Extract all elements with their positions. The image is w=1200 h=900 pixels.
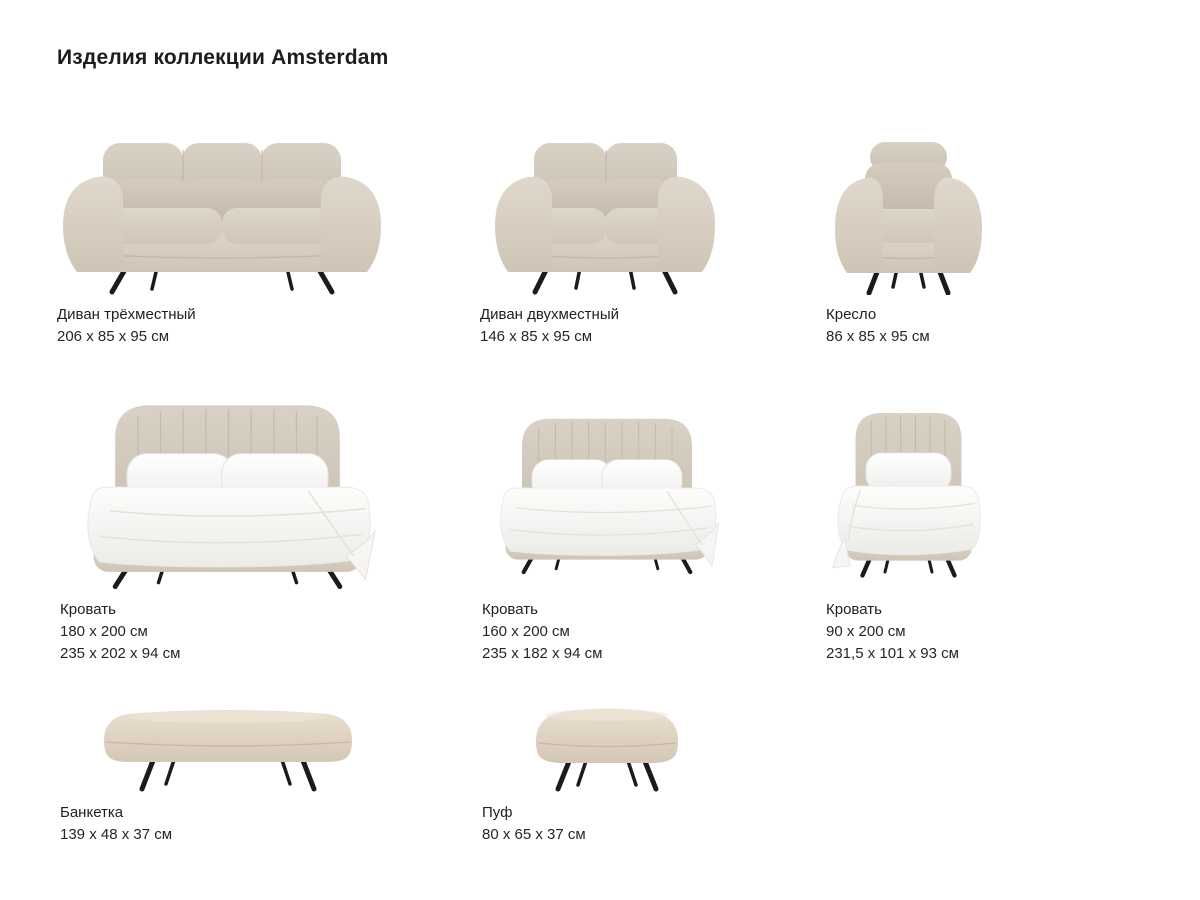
product-dimensions: 180 x 200 см (60, 623, 148, 640)
product-dimensions: 86 x 85 x 95 см (826, 328, 930, 345)
pouf-image[interactable] (482, 700, 732, 793)
pouf-illustration (512, 693, 702, 793)
sofa-two-seat-image[interactable] (480, 118, 730, 295)
product-card-armchair (826, 118, 991, 348)
bed-160-image[interactable] (482, 395, 732, 590)
product-card-bed-90 (826, 395, 991, 665)
product-card-bench (60, 700, 395, 846)
product-dimensions: 206 x 85 x 95 см (57, 328, 170, 345)
product-dimensions: 235 x 182 x 94 см (482, 645, 603, 662)
product-dimensions: 231,5 x 101 x 93 см (826, 645, 959, 662)
product-dimensions: 139 x 48 x 37 см (60, 826, 173, 843)
product-card-bed-180 (60, 395, 395, 665)
bed-180-image[interactable] (60, 395, 395, 590)
product-name: Кровать (482, 601, 538, 618)
page-title: Изделия коллекции Amsterdam (57, 46, 389, 69)
product-dimensions: 235 x 202 x 94 см (60, 645, 181, 662)
product-name: Диван двухместный (480, 306, 619, 323)
sofa-three-seat-image[interactable] (57, 118, 387, 295)
product-dimensions: 80 x 65 x 37 см (482, 826, 586, 843)
product-name: Пуф (482, 804, 513, 821)
bed-single-90-illustration (826, 395, 991, 590)
product-card-bed-160 (482, 395, 732, 665)
armchair-illustration (831, 135, 986, 295)
product-name: Банкетка (60, 804, 124, 821)
product-name: Кресло (826, 306, 877, 323)
product-card-sofa-three-seat (57, 118, 387, 348)
bed-double-180-illustration (60, 395, 395, 590)
bed-90-image[interactable] (826, 395, 991, 590)
product-dimensions: 146 x 85 x 95 см (480, 328, 593, 345)
bench-image[interactable] (60, 700, 395, 793)
armchair-image[interactable] (826, 118, 991, 295)
product-dimensions: 90 x 200 см (826, 623, 906, 640)
bed-double-160-illustration (482, 395, 732, 590)
product-name: Диван трёхместный (57, 306, 196, 323)
product-dimensions: 160 x 200 см (482, 623, 570, 640)
sofa-two-seat-illustration (490, 130, 720, 295)
bench-illustration (98, 698, 358, 793)
sofa-three-seat-illustration (57, 130, 387, 295)
product-name: Кровать (60, 601, 116, 618)
product-card-sofa-two-seat (480, 118, 730, 348)
product-name: Кровать (826, 601, 882, 618)
product-card-pouf (482, 700, 732, 846)
